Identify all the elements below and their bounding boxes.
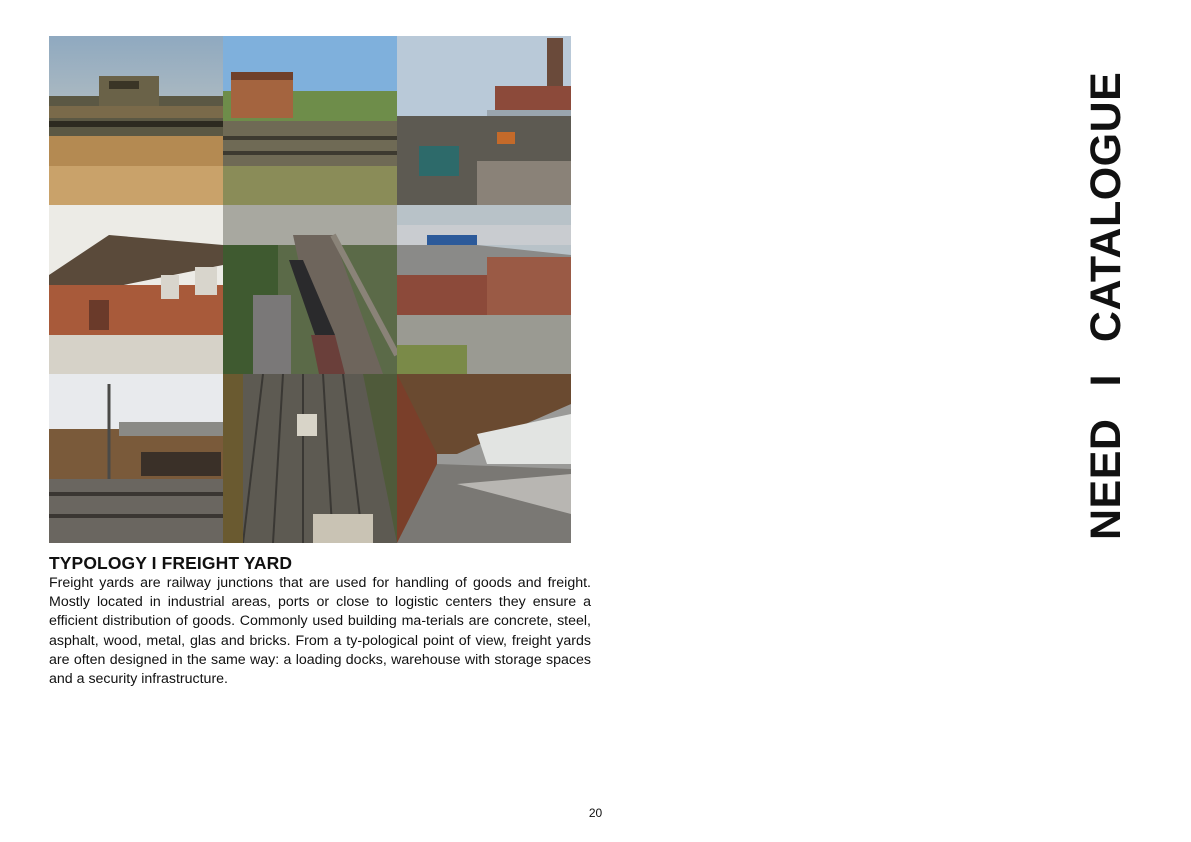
photo-grid (49, 36, 571, 543)
side-heading-catalogue: CATALOGUE (1082, 71, 1130, 343)
freight-yard-photo-4 (49, 205, 223, 374)
section-body: Freight yards are railway junctions that are used for handling of goods and freight. Mostly located in industrial areas, ports or close to logistic centers they ensure a efficient distribution of goods. Commonly used building ma-terials are concrete, steel, asphalt, wood, metal, glas and bricks. From a ty-pological point of view, freight yards are often designed in the same way: a loading docks, warehouse with storage spaces and a security infrastructure. (49, 575, 591, 688)
side-heading-need: NEED (1082, 418, 1130, 540)
page-number: 20 (588, 806, 603, 820)
freight-yard-photo-8 (223, 374, 397, 543)
side-heading-separator: I (1082, 374, 1130, 387)
freight-yard-photo-7 (49, 374, 223, 543)
side-heading (1082, 71, 1130, 540)
freight-yard-photo-6 (397, 205, 571, 374)
freight-yard-photo-2 (223, 36, 397, 205)
freight-yard-photo-1 (49, 36, 223, 205)
freight-yard-photo-5 (223, 205, 397, 374)
freight-yard-photo-3 (397, 36, 571, 205)
freight-yard-photo-9 (397, 374, 571, 543)
section-title: TYPOLOGY I FREIGHT YARD (49, 553, 293, 573)
